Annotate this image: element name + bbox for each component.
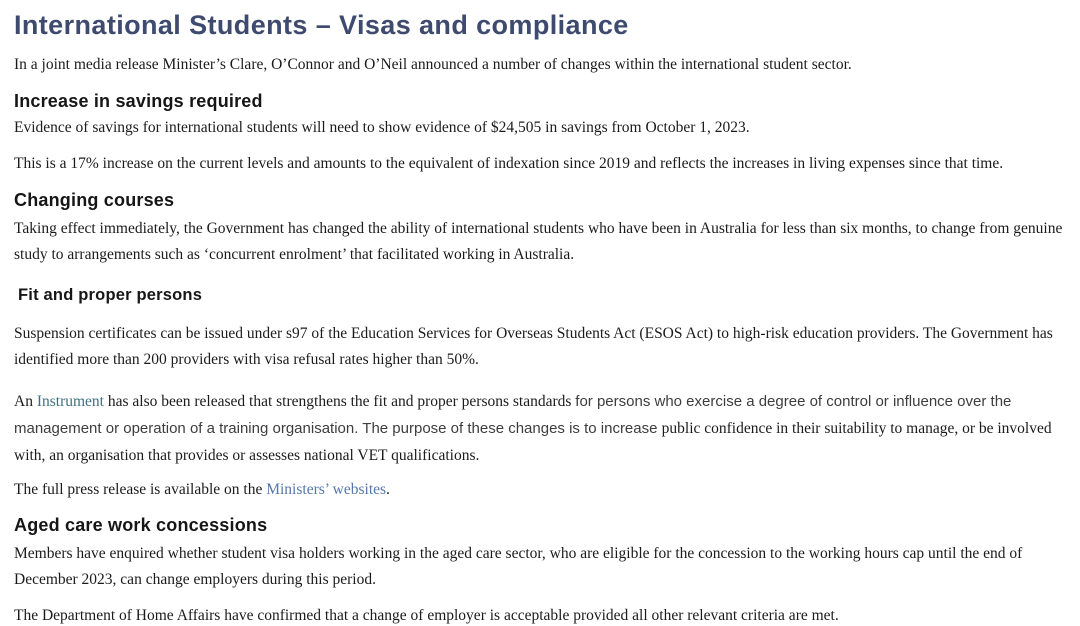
paragraph-savings-increase: This is a 17% increase on the current levels and amounts to the equivalent of indexation since 2019 and reflects the increases in living expenses since that time. [14, 155, 1004, 172]
text-segment: An [14, 393, 37, 410]
instrument-link[interactable]: Instrument [36, 393, 104, 410]
section-changing-courses [14, 189, 1064, 268]
article [14, 8, 1064, 626]
section-savings [14, 90, 1064, 174]
text-segment-alt-font: for persons who exercise a degree of control or influence over the management or operation of a training organisation. The purpose of these changes is to increase [14, 393, 1012, 437]
text-segment: . [386, 481, 390, 498]
paragraph-home-affairs: The Department of Home Affairs have confirmed that a change of employer is acceptable provided all other relevant criteria are met. [14, 607, 839, 624]
section-aged-care [14, 514, 1064, 626]
text-segment: has also been released that strengthens the fit and proper persons standards [103, 393, 576, 410]
text-segment: The full press release is available on the [14, 481, 267, 498]
text-segment: public confidence in their suitability to manage, or be involved with, an organisation that provides or assesses national VET qualifications. [14, 420, 1052, 464]
heading-fit-proper-persons: Fit and proper persons [18, 286, 203, 304]
heading-changing-courses: Changing courses [14, 190, 175, 210]
ministers-websites-link[interactable]: Ministers’ websites [266, 481, 387, 498]
page-title: International Students – Visas and compliance [14, 10, 629, 40]
intro-paragraph: In a joint media release Minister’s Clare, O’Connor and O’Neil announced a number of changes within the international student sector. [14, 56, 852, 73]
paragraph-press-release [14, 479, 1064, 500]
heading-savings: Increase in savings required [14, 91, 263, 111]
paragraph-aged-care-enquiry: Members have enquired whether student visa holders working in the aged care sector, who are eligible for the concession to the working hours cap until the end of December 2023, can change employers during this period. [14, 545, 1023, 588]
paragraph-suspension-certificates: Suspension certificates can be issued under s97 of the Education Services for Overseas Students Act (ESOS Act) to high-risk education providers. The Government has identified more than 200 providers with visa refusal rates higher than 50%. [14, 325, 1053, 368]
heading-aged-care: Aged care work concessions [14, 515, 268, 535]
paragraph-instrument [14, 388, 1064, 469]
paragraph-savings-evidence: Evidence of savings for international students will need to show evidence of $24,505 in savings from October 1, 2023. [14, 119, 750, 136]
section-fit-proper-persons [14, 284, 1064, 500]
paragraph-changing-courses: Taking effect immediately, the Government has changed the ability of international students who have been in Australia for less than six months, to change from genuine study to arrangements such as ‘concurrent enrolment’ that facilitated working in Australia. [14, 220, 1063, 263]
